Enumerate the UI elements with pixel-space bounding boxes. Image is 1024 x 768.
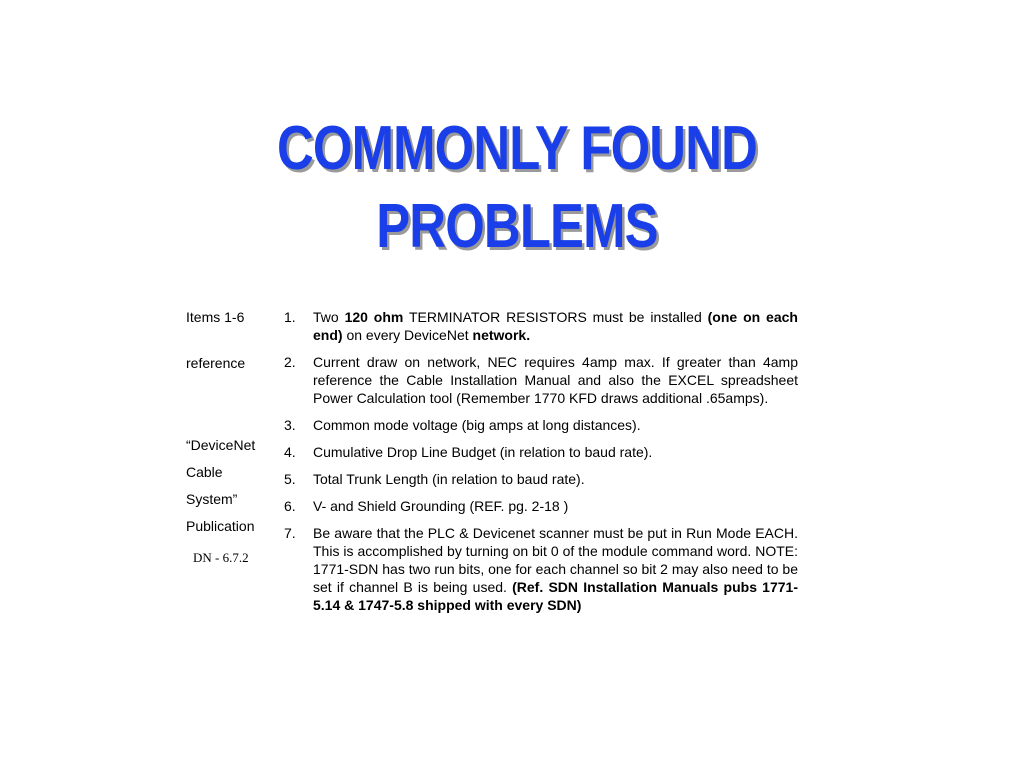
problem-list [284,308,798,623]
item-text: Common mode voltage (big amps at long distances). [313,417,641,433]
item-text-part: on every DeviceNet [342,327,473,343]
side-label-devicenet: “DeviceNet [186,437,256,453]
side-label-doc-code: DN - 6.7.2 [193,550,249,565]
item-text-bold: 120 ohm [344,309,404,325]
item-text-bold: network. [472,327,531,343]
side-label-items-range: Items 1-6 [186,309,245,325]
list-item [284,443,798,461]
item-text-bold: (Ref. SDN Installation Manuals pubs 1771-5.14 & 1747-5.8 shipped with every SDN) [313,579,798,613]
side-label-publication: Publication [186,518,255,534]
item-number: 7. [284,525,296,541]
list-item [284,524,798,614]
item-text: Cumulative Drop Line Budget (in relation to baud rate). [313,444,653,460]
item-text-part: TERMINATOR RESISTORS must be installed [403,309,708,325]
slide-title [267,110,767,266]
item-text [313,524,798,614]
item-text [313,308,798,344]
item-number: 6. [284,498,296,514]
side-label-cable: Cable [186,464,223,480]
title-line-2: PROBLEMS [376,192,658,261]
list-item [284,497,798,515]
item-number: 5. [284,471,296,487]
item-text: Current draw on network, NEC requires 4amp max. If greater than 4amp reference the Cable Installation Manual and also the EXCEL spreadsheet Power Calculation tool (Remember 1770 KFD draws additional .65amps). [313,354,798,406]
list-item [284,308,798,344]
item-text-part: Be aware that the PLC & Devicenet scanner must be put in Run Mode EACH. This is accomplished by turning on bit 0 of the module command word. NOTE: 1771-SDN has two run bits, one for each channel so bit 2 may also need to be set if channel B is being used. [313,525,798,595]
item-number: 4. [284,444,296,460]
title-line-1: COMMONLY FOUND [276,114,757,183]
item-text-bold: (one on each end) [313,309,798,343]
item-number: 3. [284,417,296,433]
side-label-system: System” [186,491,238,507]
item-number: 2. [284,354,296,370]
item-text: V- and Shield Grounding (REF. pg. 2-18 ) [313,498,569,514]
item-text: Total Trunk Length (in relation to baud rate). [313,471,585,487]
list-item [284,353,798,407]
item-number: 1. [284,309,296,325]
item-text-part: Two [313,309,345,325]
side-label-reference: reference [186,355,246,371]
list-item [284,470,798,488]
list-item [284,416,798,434]
